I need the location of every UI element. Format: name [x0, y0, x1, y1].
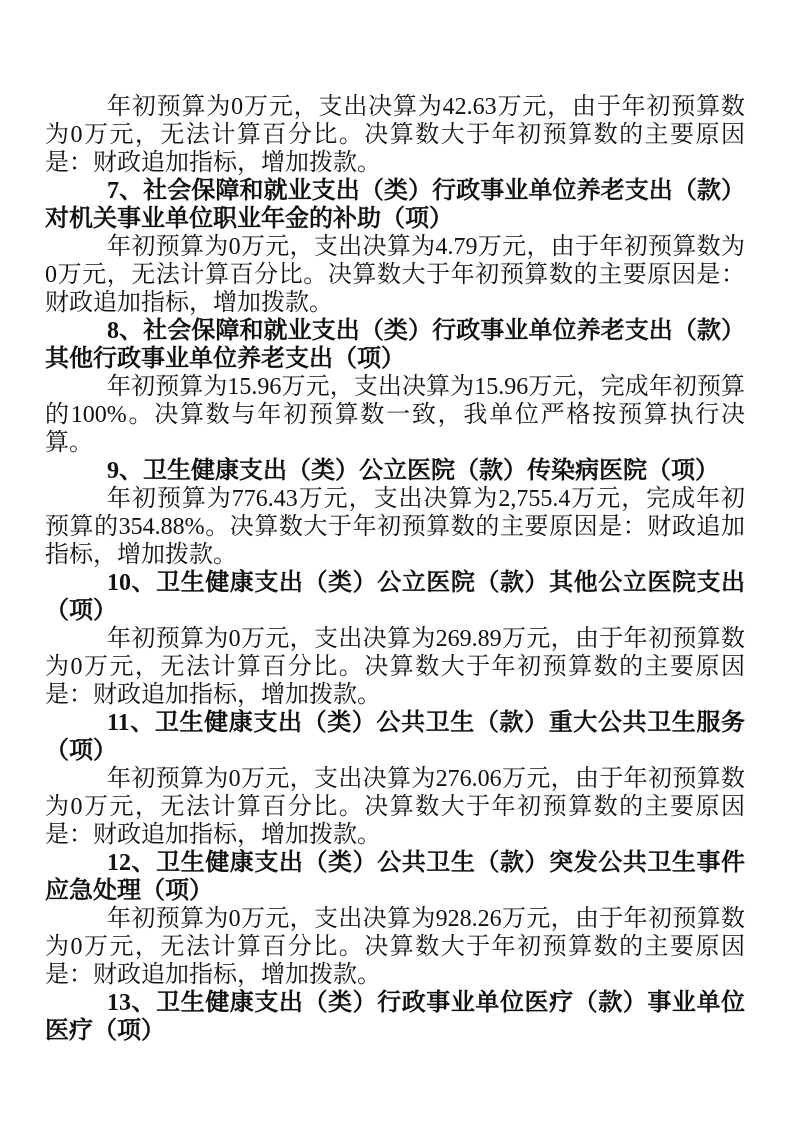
budget-note-paragraph-item9: 年初预算为776.43万元，支出决算为2,755.4万元，完成年初预算的354.88%。决算数大于年初预算数的主要原因是：财政追加指标，增加拨款。 — [45, 486, 745, 568]
budget-note-paragraph-item12: 年初预算为0万元，支出决算为928.26万元，由于年初预算数为0万元，无法计算百分比。决算数大于年初预算数的主要原因是：财政追加指标，增加拨款。 — [45, 906, 745, 988]
budget-note-paragraph-item6: 年初预算为0万元，支出决算为42.63万元，由于年初预算数为0万元，无法计算百分比。决算数大于年初预算数的主要原因是：财政追加指标，增加拨款。 — [45, 94, 745, 176]
budget-note-paragraph-item8: 年初预算为15.96万元，支出决算为15.96万元，完成年初预算的100%。决算数与年初预算数一致，我单位严格按预算执行决算。 — [45, 374, 745, 456]
section-heading-item8: 8、社会保障和就业支出（类）行政事业单位养老支出（款）其他行政事业单位养老支出（项） — [45, 318, 745, 372]
budget-note-paragraph-item7: 年初预算为0万元，支出决算为4.79万元，由于年初预算数为0万元，无法计算百分比。决算数大于年初预算数的主要原因是：财政追加指标，增加拨款。 — [45, 234, 745, 316]
section-heading-item13: 13、卫生健康支出（类）行政事业单位医疗（款）事业单位医疗（项） — [45, 990, 745, 1044]
section-heading-item7: 7、社会保障和就业支出（类）行政事业单位养老支出（款）对机关事业单位职业年金的补助（项） — [45, 178, 745, 232]
section-heading-item12: 12、卫生健康支出（类）公共卫生（款）突发公共卫生事件应急处理（项） — [45, 850, 745, 904]
section-heading-item11: 11、卫生健康支出（类）公共卫生（款）重大公共卫生服务（项） — [45, 710, 745, 764]
section-heading-item9: 9、卫生健康支出（类）公立医院（款）传染病医院（项） — [107, 458, 719, 484]
budget-note-paragraph-item11: 年初预算为0万元，支出决算为276.06万元，由于年初预算数为0万元，无法计算百分比。决算数大于年初预算数的主要原因是：财政追加指标，增加拨款。 — [45, 766, 745, 848]
section-heading-item10: 10、卫生健康支出（类）公立医院（款）其他公立医院支出（项） — [45, 570, 745, 624]
budget-note-paragraph-item10: 年初预算为0万元，支出决算为269.89万元，由于年初预算数为0万元，无法计算百分比。决算数大于年初预算数的主要原因是：财政追加指标，增加拨款。 — [45, 626, 745, 708]
